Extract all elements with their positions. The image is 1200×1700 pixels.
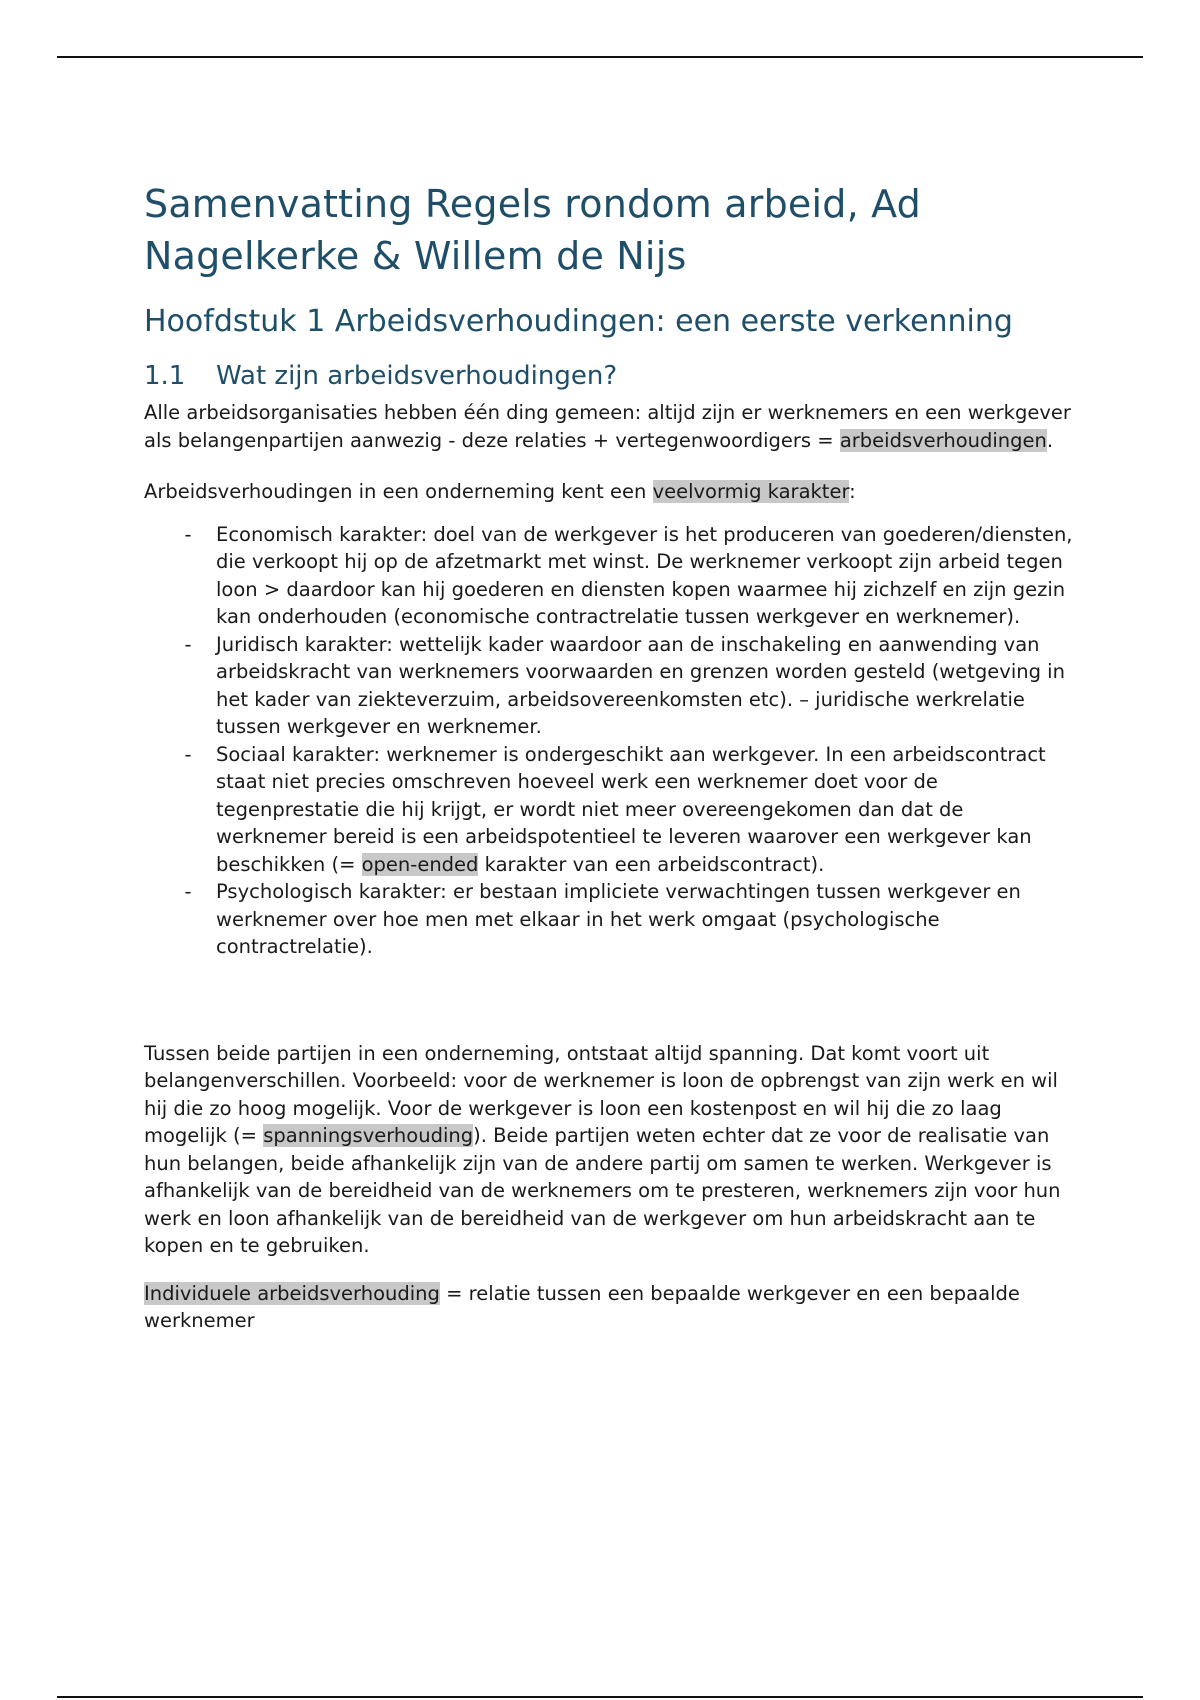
bullet-dash: - [184,632,192,656]
karakter-paragraph [144,478,1074,506]
list-item-text: Economisch karakter: doel van de werkgever is het produceren van goederen/diensten, die verkoopt hij op de afzetmarkt met winst. De werknemer verkoopt zijn arbeid tegen loon > daardoor kan hij goederen en diensten kopen waarmee hij zichzelf en zijn gezin kan onderhouden (economische contractrelatie tussen werkgever en werknemer). [216,522,1073,628]
spanning-text-after: ). Beide partijen weten echter dat ze voor de realisatie van hun belangen, beide afhankelijk zijn van de andere partij om samen te werken. Werkgever is afhankelijk van de bereidheid van de werknemers om te presteren, werknemers zijn voor hun werk en loon afhankelijk van de bereidheid van de werkgever om hun arbeidskracht aan te kopen en te gebruiken. [144,1124,1061,1257]
section-title: Wat zijn arbeidsverhoudingen? [216,361,618,391]
list-item-juridisch [184,631,1074,741]
list-item-text: Psychologisch karakter: er bestaan impliciete verwachtingen tussen werkgever en werknemer over hoe men met elkaar in het werk omgaat (psychologische contractrelatie). [216,880,1021,958]
highlight-arbeidsverhoudingen: arbeidsverhoudingen [839,428,1047,452]
karakter-list [144,521,1074,961]
karakter-end: : [849,480,856,503]
intro-end: . [1046,428,1054,452]
document-title: Samenvatting Regels rondom arbeid, Ad Nagelkerke & Willem de Nijs [144,182,921,278]
header-rule [57,56,1143,58]
bullet-dash: - [184,880,192,903]
definition-text: = relatie tussen een bepaalde werkgever en een bepaalde werknemer [144,1281,1020,1332]
spanning-paragraph [144,1040,1074,1260]
document-page [144,178,1074,1335]
chapter-heading: Hoofdstuk 1 Arbeidsverhoudingen: een eerste verkenning [144,304,1013,339]
definition-paragraph [144,1280,1074,1335]
bullet-dash: - [184,522,192,546]
section-heading [144,359,1074,393]
section-number: 1.1 [144,361,186,391]
highlight-spanningsverhouding: spanningsverhouding [263,1124,474,1147]
bullet-dash: - [184,742,192,766]
intro-text: Alle arbeidsorganisaties hebben één ding gemeen: altijd zijn er werknemers en een werkgever als belangenpartijen aanwezig - deze relaties + vertegenwoordigers = [144,401,1071,452]
list-item-text-after: karakter van een arbeidscontract). [478,852,825,876]
list-item-economisch [184,521,1074,631]
highlight-veelvormig-karakter: veelvormig karakter [652,480,850,503]
list-item-text: Juridisch karakter: wettelijk kader waardoor aan de inschakeling en aanwending van arbeidskracht van werknemers voorwaarden en grenzen worden gesteld (wetgeving in het kader van ziekteverzuim, arbeidsovereenkomsten etc). – juridische werkrelatie tussen werkgever en werknemer. [216,632,1065,738]
highlight-open-ended: open-ended [361,852,479,876]
spanning-text: Tussen beide partijen in een onderneming, ontstaat altijd spanning. Dat komt voort uit belangenverschillen. Voorbeeld: voor de werknemer is loon de opbrengst van zijn werk en wil hij die zo hoog mogelijk. Voor de werkgever is loon een kostenpost en wil hij die zo laag mogelijk (= [144,1041,1058,1147]
karakter-text: Arbeidsverhoudingen in een onderneming kent een [144,480,653,503]
intro-paragraph [144,399,1074,454]
list-item-psychologisch [184,878,1074,961]
highlight-individuele-arbeidsverhouding: Individuele arbeidsverhouding [144,1281,440,1305]
footer-rule [57,1696,1143,1698]
list-item-text: Sociaal karakter: werknemer is ondergeschikt aan werkgever. In een arbeidscontract staat niet precies omschreven hoeveel werk een werknemer doet voor de tegenprestatie die hij krijgt, er wordt niet meer overeengekomen dan dat de werknemer bereid is een arbeidspotentieel te leveren waarover een werkgever kan beschikken (= [216,742,1046,876]
list-item-sociaal [184,741,1074,879]
